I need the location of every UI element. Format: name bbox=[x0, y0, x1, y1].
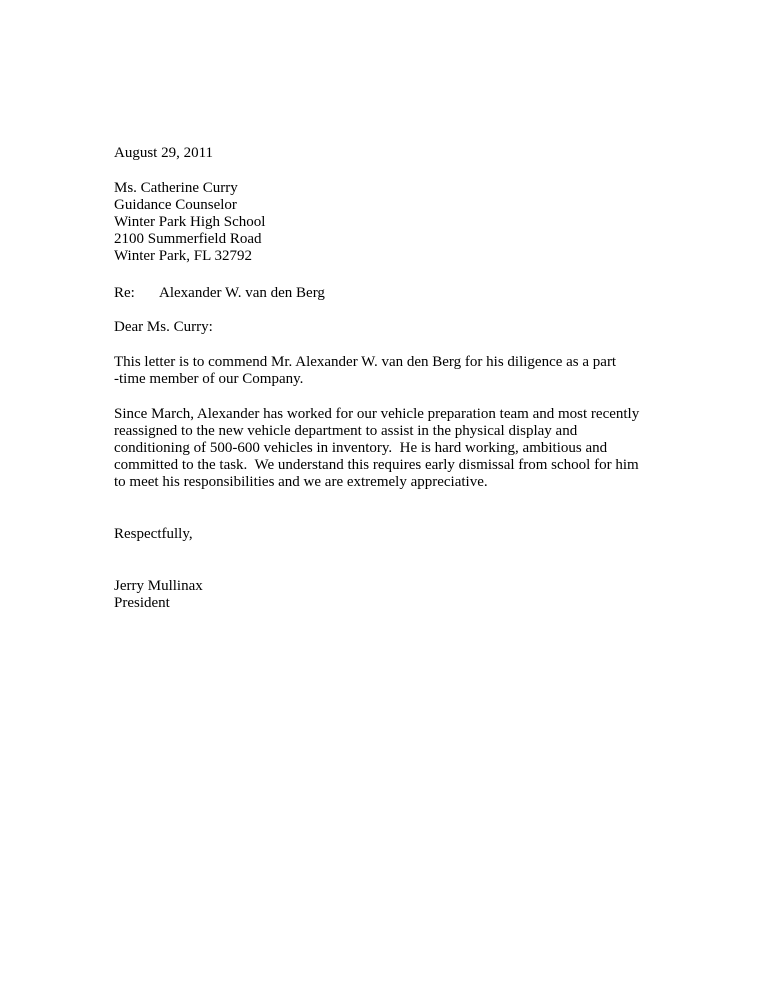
letter-date: August 29, 2011 bbox=[114, 145, 214, 161]
paragraph2-line: Since March, Alexander has worked for our vehicle preparation team and most recently bbox=[114, 406, 640, 422]
closing: Respectfully, bbox=[114, 526, 193, 542]
re-label: Re: bbox=[114, 285, 135, 301]
signer-title: President bbox=[114, 595, 170, 611]
salutation: Dear Ms. Curry: bbox=[114, 319, 213, 335]
recipient-name: Ms. Catherine Curry bbox=[114, 180, 238, 196]
recipient-street: 2100 Summerfield Road bbox=[114, 231, 262, 247]
paragraph2-line: committed to the task. We understand this requires early dismissal from school for him bbox=[114, 457, 639, 473]
paragraph2-line: to meet his responsibilities and we are extremely appreciative. bbox=[114, 474, 488, 490]
signer-name: Jerry Mullinax bbox=[114, 578, 203, 594]
paragraph1-line: -time member of our Company. bbox=[114, 371, 304, 387]
re-subject: Alexander W. van den Berg bbox=[159, 285, 325, 301]
recipient-title: Guidance Counselor bbox=[114, 197, 237, 213]
recipient-organization: Winter Park High School bbox=[114, 214, 266, 230]
paragraph2-line: reassigned to the new vehicle department to assist in the physical display and bbox=[114, 423, 578, 439]
paragraph1-line: This letter is to commend Mr. Alexander W. van den Berg for his diligence as a part bbox=[114, 354, 617, 370]
recipient-city-state-zip: Winter Park, FL 32792 bbox=[114, 248, 252, 264]
paragraph2-line: conditioning of 500-600 vehicles in inventory. He is hard working, ambitious and bbox=[114, 440, 608, 456]
